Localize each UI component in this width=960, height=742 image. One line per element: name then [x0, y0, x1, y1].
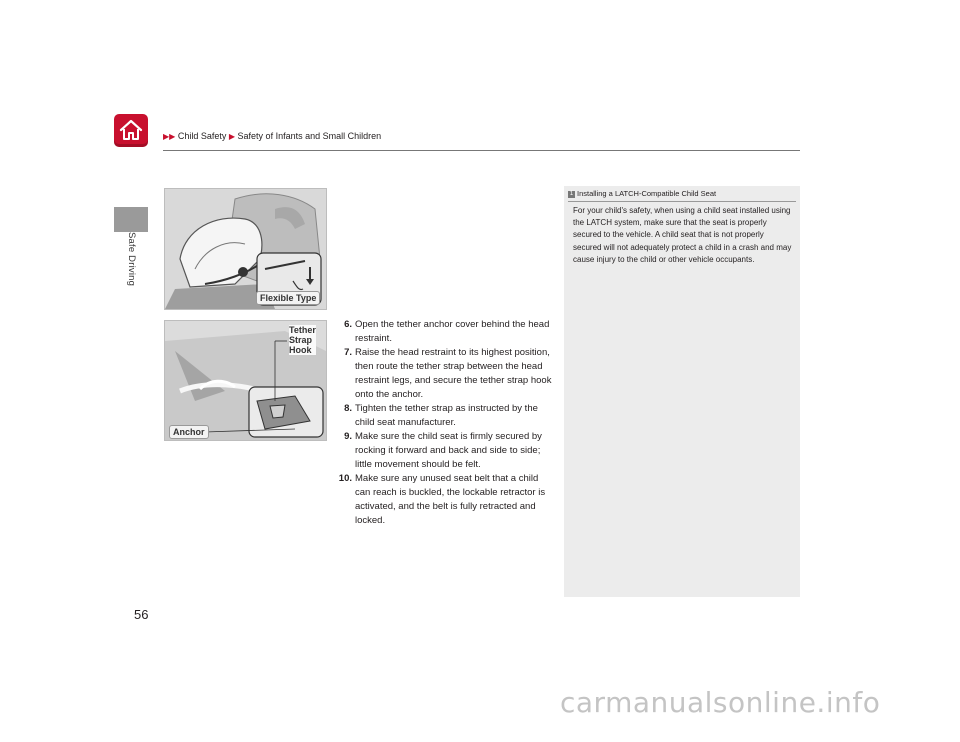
home-button[interactable] [114, 114, 148, 147]
step-item [335, 318, 555, 346]
figure-callout-tether-strap-hook [289, 325, 316, 355]
section-tab-marker[interactable] [114, 207, 148, 232]
callout-line: Strap [289, 335, 313, 345]
step-item [335, 402, 555, 430]
callout-line: Hook [289, 345, 312, 355]
breadcrumb-item-safety-infants[interactable]: Safety of Infants and Small Children [237, 131, 382, 141]
breadcrumb-arrow-icon: ▶ [228, 132, 236, 141]
side-note-panel [564, 186, 800, 597]
figure-child-seat-flexible [164, 188, 327, 310]
callout-line: Tether [289, 325, 316, 335]
step-text: Tighten the tether strap as instructed by the child seat manufacturer. [355, 403, 538, 428]
page-number: 56 [134, 607, 149, 622]
step-item [335, 346, 555, 402]
step-item [335, 430, 555, 472]
breadcrumb-item-child-safety[interactable]: Child Safety [177, 131, 227, 141]
step-text: Raise the head restraint to its highest position, then route the tether strap between the head restraint legs, and secure the tether strap hook onto the anchor. [355, 347, 552, 400]
note-reference-icon: 1 [569, 191, 574, 197]
section-tab-label: Safe Driving [126, 232, 137, 287]
instruction-steps [335, 318, 555, 528]
figure-label-flexible-type: Flexible Type [256, 291, 320, 305]
home-icon [118, 118, 144, 143]
watermark: carmanualsonline.info [560, 686, 881, 719]
step-text: Make sure the child seat is firmly secured by rocking it forward and back and side to side; little movement should be felt. [355, 431, 542, 470]
step-text: Make sure any unused seat belt that a child can reach is buckled, the lockable retractor is activated, and the belt is fully retracted and locked. [355, 473, 546, 526]
figure-tether-anchor [164, 320, 327, 441]
header-divider [163, 150, 800, 151]
step-number: 10. [338, 473, 352, 484]
step-number: 7. [344, 347, 352, 358]
figure-label-anchor: Anchor [169, 425, 209, 439]
step-item [335, 472, 555, 528]
side-note-title[interactable]: Installing a LATCH-Compatible Child Seat [577, 189, 717, 198]
breadcrumb-arrow-icon: ▶▶ [163, 132, 176, 141]
step-number: 9. [344, 431, 352, 442]
side-note-body: For your child's safety, when using a child seat installed using the LATCH system, make sure that the seat is properly secured to the vehicle. A child seat that is not properly secured will not adequately protect a child in a crash and may cause injury to the child or other vehicle occupants. [573, 206, 792, 264]
step-number: 8. [344, 403, 352, 414]
breadcrumb [163, 131, 381, 141]
side-note-heading [568, 189, 796, 202]
step-number: 6. [344, 319, 352, 330]
step-text: Open the tether anchor cover behind the head restraint. [355, 319, 550, 344]
